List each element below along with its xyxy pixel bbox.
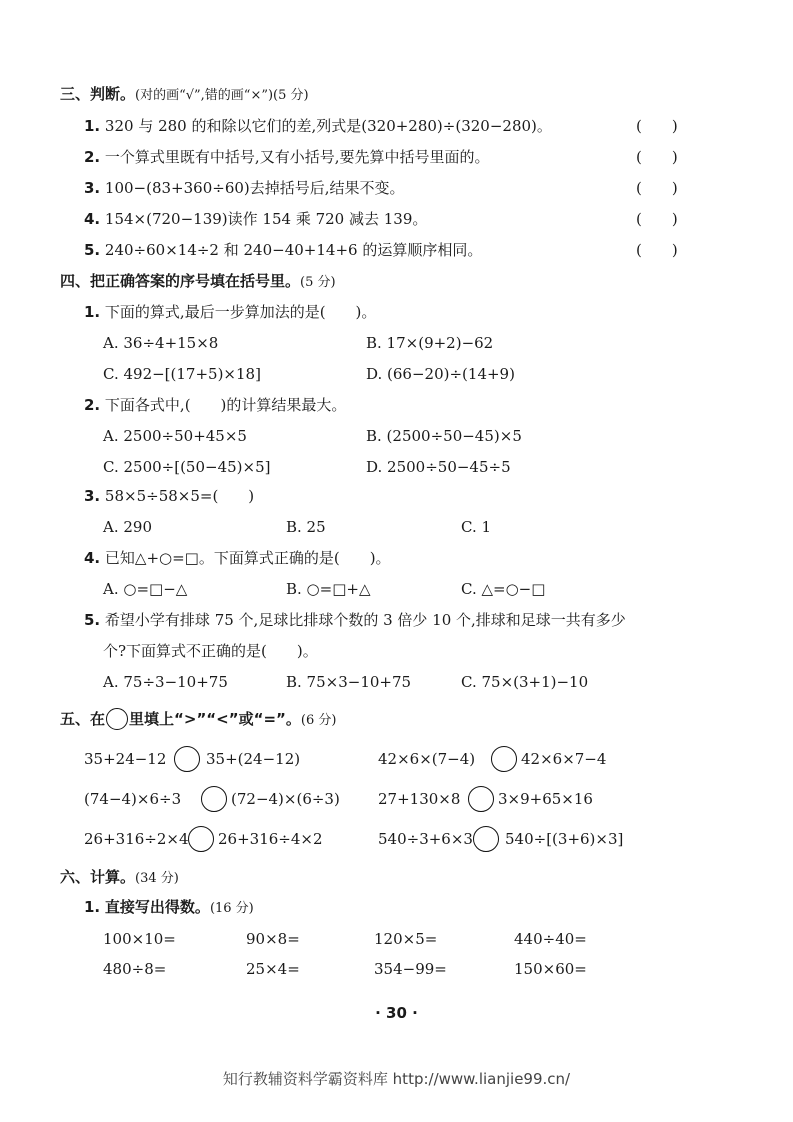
s5-row3-left-circle[interactable]	[188, 826, 214, 852]
s4-q1-option-a[interactable]: A. 36÷4+15×8	[103, 334, 219, 352]
s4-q2-num: 2.	[84, 396, 101, 414]
s4-q5-stem-line1: 希望小学有排球 75 个,足球比排球个数的 3 倍少 10 个,排球和足球一共有多少	[104, 611, 626, 629]
section4-title: 四、把正确答案的序号填在括号里。	[60, 272, 301, 290]
s3-item-4-num: 4.	[84, 210, 101, 228]
s5-row1-right-circle[interactable]	[491, 746, 517, 772]
s4-q1-stem	[84, 302, 376, 322]
section6-heading	[60, 867, 179, 889]
s6-sub1-text: 直接写出得数。	[104, 898, 210, 916]
s4-q2-stem	[84, 395, 346, 415]
s6-calc-1[interactable]: 100×10=	[103, 930, 176, 948]
s3-item-2-answer[interactable]: ( )	[636, 148, 678, 166]
s3-item-4	[84, 209, 427, 229]
s6-calc-6[interactable]: 25×4=	[246, 960, 300, 978]
s5-row1-left-expr: 35+24−12	[84, 750, 167, 768]
footer-watermark: 知行教辅资料学霸资料库 http://www.lianjie99.cn/	[222, 1070, 571, 1088]
s4-q4-num: 4.	[84, 549, 101, 567]
s4-q4-option-b[interactable]: B. ○=□+△	[286, 580, 371, 598]
s4-q5-option-b[interactable]: B. 75×3−10+75	[286, 673, 412, 691]
s4-q4-stem-text: 已知△+○=□。下面算式正确的是( )。	[104, 549, 391, 567]
s6-sub1-num: 1.	[84, 898, 101, 916]
s5-row2-right-expr: 27+130×8	[378, 790, 461, 808]
s4-q1-option-b[interactable]: B. 17×(9+2)−62	[366, 334, 494, 352]
s5-row3-right-expr: 540÷3+6×3	[378, 830, 473, 848]
s4-q3-option-c[interactable]: C. 1	[461, 518, 492, 536]
s4-q5-num: 5.	[84, 611, 101, 629]
s3-item-2-text: 一个算式里既有中括号,又有小括号,要先算中括号里面的。	[104, 148, 490, 166]
s5-row1-right-compare: 42×6×7−4	[521, 750, 607, 768]
s4-q1-option-c[interactable]: C. 492−[(17+5)×18]	[103, 365, 261, 383]
s5-row2-right-circle[interactable]	[468, 786, 494, 812]
s4-q2-option-b[interactable]: B. (2500÷50−45)×5	[366, 427, 522, 445]
s3-item-3-num: 3.	[84, 179, 101, 197]
s4-q5-stem	[84, 610, 626, 630]
section6-note: (34 分)	[135, 871, 179, 886]
s3-item-3-answer[interactable]: ( )	[636, 179, 678, 197]
s4-q5-stem-line2: 个?下面算式不正确的是( )。	[103, 642, 318, 660]
s4-q2-stem-text: 下面各式中,( )的计算结果最大。	[104, 396, 347, 414]
s5-row1-left-compare: 35+(24−12)	[206, 750, 301, 768]
s3-item-1-text: 320 与 280 的和除以它们的差,列式是(320+280)÷(320−280)。	[104, 117, 552, 135]
s4-q3-option-b[interactable]: B. 25	[286, 518, 326, 536]
s6-calc-4[interactable]: 440÷40=	[514, 930, 587, 948]
s4-q1-num: 1.	[84, 303, 101, 321]
s4-q4-option-a[interactable]: A. ○=□−△	[103, 580, 188, 598]
s4-q4-stem	[84, 548, 391, 568]
s3-item-4-text: 154×(720−139)读作 154 乘 720 减去 139。	[104, 210, 428, 228]
s4-q3-option-a[interactable]: A. 290	[103, 518, 152, 536]
s4-q2-option-d[interactable]: D. 2500÷50−45÷5	[366, 458, 511, 476]
s5-row2-right-compare: 3×9+65×16	[498, 790, 593, 808]
s6-sub1-heading	[84, 897, 254, 919]
s4-q3-stem	[84, 486, 254, 506]
s3-item-3	[84, 178, 405, 198]
s4-q1-option-d[interactable]: D. (66−20)÷(14+9)	[366, 365, 515, 383]
s3-item-5-num: 5.	[84, 241, 101, 259]
s4-q1-stem-text: 下面的算式,最后一步算加法的是( )。	[104, 303, 377, 321]
s4-q4-option-c[interactable]: C. △=○−□	[461, 580, 546, 598]
s3-item-5	[84, 240, 482, 260]
s6-calc-8[interactable]: 150×60=	[514, 960, 587, 978]
section4-note: (5 分)	[300, 275, 336, 290]
section5-title-post: 里填上“>”“<”或“=”。	[129, 710, 301, 728]
s5-row1-right-expr: 42×6×(7−4)	[378, 750, 476, 768]
s5-row2-left-circle[interactable]	[201, 786, 227, 812]
section5-title-pre: 五、在	[60, 710, 106, 728]
page-number: · 30 ·	[375, 1004, 418, 1022]
s5-row1-left-circle[interactable]	[174, 746, 200, 772]
s3-item-2-num: 2.	[84, 148, 101, 166]
s5-row3-left-expr: 26+316÷2×4	[84, 830, 189, 848]
s3-item-1	[84, 116, 552, 136]
s5-row2-left-compare: (72−4)×(6÷3)	[231, 790, 340, 808]
section3-title: 三、判断。	[60, 85, 136, 103]
s4-q2-option-c[interactable]: C. 2500÷[(50−45)×5]	[103, 458, 271, 476]
s5-row3-right-circle[interactable]	[473, 826, 499, 852]
s5-row3-right-compare: 540÷[(3+6)×3]	[505, 830, 624, 848]
section4-heading	[60, 271, 336, 293]
s3-item-2	[84, 147, 489, 167]
section6-title: 六、计算。	[60, 868, 136, 886]
section3-note: (对的画“√”,错的画“×”)(5 分)	[135, 88, 309, 103]
s6-calc-2[interactable]: 90×8=	[246, 930, 300, 948]
s6-sub1-note: (16 分)	[209, 901, 254, 916]
s3-item-1-answer[interactable]: ( )	[636, 117, 678, 135]
section5-title-circle-icon	[106, 708, 128, 730]
s3-item-5-answer[interactable]: ( )	[636, 241, 678, 259]
s4-q3-num: 3.	[84, 487, 101, 505]
s6-calc-5[interactable]: 480÷8=	[103, 960, 167, 978]
section5-heading	[60, 708, 336, 731]
s3-item-3-text: 100−(83+360÷60)去掉括号后,结果不变。	[104, 179, 405, 197]
s6-calc-7[interactable]: 354−99=	[374, 960, 447, 978]
s4-q3-stem-text: 58×5÷58×5=( )	[104, 487, 255, 505]
s3-item-4-answer[interactable]: ( )	[636, 210, 678, 228]
s5-row3-left-compare: 26+316÷4×2	[218, 830, 323, 848]
s4-q5-option-c[interactable]: C. 75×(3+1)−10	[461, 673, 589, 691]
s4-q5-option-a[interactable]: A. 75÷3−10+75	[103, 673, 228, 691]
s5-row2-left-expr: (74−4)×6÷3	[84, 790, 182, 808]
s3-item-5-text: 240÷60×14÷2 和 240−40+14+6 的运算顺序相同。	[104, 241, 483, 259]
section5-note: (6 分)	[300, 713, 337, 728]
s6-calc-3[interactable]: 120×5=	[374, 930, 438, 948]
s4-q2-option-a[interactable]: A. 2500÷50+45×5	[103, 427, 247, 445]
section3-heading	[60, 84, 309, 106]
s3-item-1-num: 1.	[84, 117, 101, 135]
